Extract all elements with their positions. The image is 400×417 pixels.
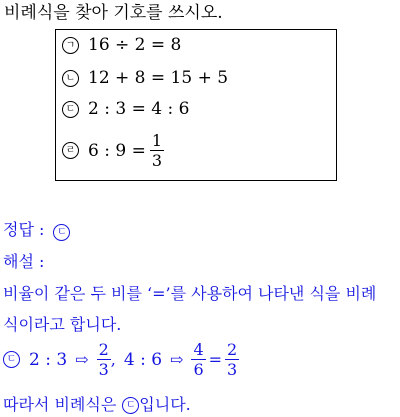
work-ratio-2: 4 : 6 — [123, 349, 163, 370]
conclusion-marker: ㄷ — [122, 397, 139, 414]
explanation-label: 해설 : — [3, 252, 45, 271]
conclusion-line — [3, 393, 191, 417]
work-ratio-1: 2 : 3 — [29, 349, 68, 370]
choice-d-marker: ㄹ — [62, 142, 79, 159]
conclusion-text-before: 따라서 비례식은 — [3, 395, 117, 414]
choice-d-text: 6 : 9 = — [88, 140, 146, 161]
explanation-work — [3, 340, 239, 379]
conclusion-text-after: 입니다. — [139, 395, 191, 414]
work-equals: = — [208, 349, 223, 369]
choice-b-marker: ㄴ — [62, 70, 79, 87]
choice-d-fraction — [150, 131, 164, 170]
work-comma: , — [110, 349, 116, 369]
explanation-line-1: 비율이 같은 두 비를 ‘=’를 사용하여 나타낸 식을 비례 — [3, 284, 377, 303]
choice-d-fraction-denominator: 3 — [151, 151, 163, 170]
answer-label: 정답 : — [3, 220, 45, 239]
choice-a — [62, 34, 181, 56]
explanation-line-2: 식이라고 합니다. — [3, 315, 122, 334]
choice-b — [62, 67, 228, 89]
choice-c-text: 2 : 3 = 4 : 6 — [88, 99, 190, 119]
arrow-icon: ⇨ — [75, 349, 89, 369]
answer-marker: ㄷ — [53, 224, 70, 241]
work-fraction-1-denominator: 3 — [98, 360, 109, 379]
work-fraction-1-numerator: 2 — [98, 340, 109, 359]
arrow-icon: ⇨ — [170, 349, 184, 369]
choice-a-marker: ㄱ — [62, 37, 79, 54]
choices-box — [55, 29, 337, 181]
work-fraction-2-numerator: 4 — [193, 340, 204, 359]
answer-line — [3, 218, 79, 242]
work-fraction-3 — [225, 340, 239, 379]
work-fraction-3-numerator: 2 — [227, 340, 238, 359]
choice-c-marker: ㄷ — [62, 101, 79, 118]
work-marker: ㄷ — [3, 351, 20, 368]
choice-d — [62, 131, 164, 170]
choice-b-text: 12 + 8 = 15 + 5 — [88, 68, 229, 88]
work-fraction-2 — [191, 340, 205, 379]
choice-d-fraction-numerator: 1 — [151, 131, 163, 150]
work-fraction-2-denominator: 6 — [193, 360, 204, 379]
question-text: 비례식을 찾아 기호를 쓰시오. — [4, 3, 223, 23]
work-fraction-3-denominator: 3 — [227, 360, 238, 379]
work-fraction-1 — [97, 340, 111, 379]
choice-a-text: 16 ÷ 2 = 8 — [88, 35, 182, 55]
choice-c — [62, 98, 189, 120]
